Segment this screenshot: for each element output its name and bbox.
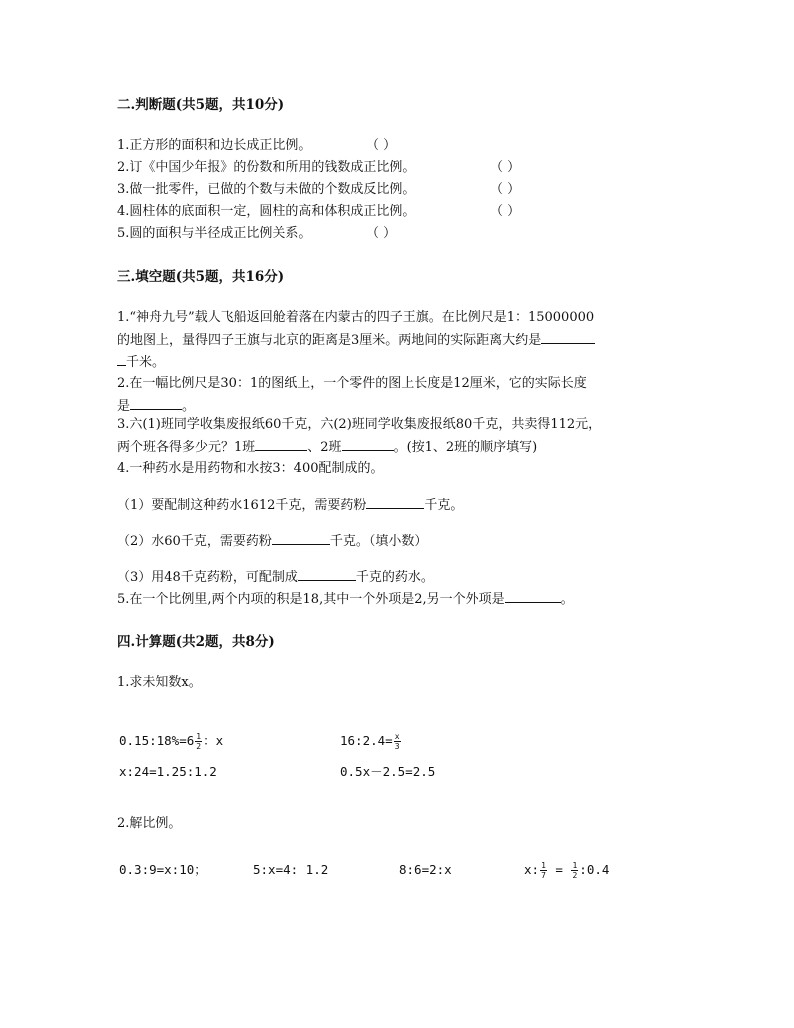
fraction-numerator: 1: [572, 861, 578, 870]
calc-q1-eq1-left: 0.15:18%=6: [119, 733, 195, 748]
fraction-denominator: 2: [196, 742, 202, 751]
fraction-denominator: 7: [541, 871, 546, 880]
fill-q1-line3-text: 千米。: [126, 355, 166, 370]
calc-q1-eq2-left: 16:2.4=: [340, 733, 393, 748]
calc-q2-label: 2.解比例。: [117, 816, 182, 831]
calc-q1-eq1-right: ：x: [203, 733, 224, 748]
fraction-denominator: 3: [394, 742, 400, 751]
fill-q4-sub1: [117, 496, 463, 515]
fill-q1-line2-text: 的地图上，量得四子王旗与北京的距离是3厘米。两地间的实际距离大约是: [117, 333, 542, 348]
fill-q5-suffix: 。: [560, 592, 574, 607]
fill-q2-blank[interactable]: [130, 397, 182, 410]
fill-q4-sub3-suffix: 千克的药水。: [355, 570, 434, 585]
fill-q4-sub1-suffix: 千克。: [424, 498, 464, 513]
fill-q1-blank[interactable]: [541, 331, 595, 344]
calc-q1-eq2: [340, 732, 402, 751]
calc-q1-eq4: 0.5x－2.5=2.5: [340, 764, 436, 779]
fraction-numerator: x: [394, 732, 400, 741]
judge-item-2: 2.订《中国少年报》的份数和所用的钱数成正比例。: [117, 160, 416, 175]
judge-item-4: 4.圆柱体的底面积一定，圆柱的高和体积成正比例。: [117, 204, 416, 219]
fraction-denominator: 2: [572, 871, 578, 880]
judge-item-3: 3.做一批零件，已做的个数与未做的个数成反比例。: [117, 182, 416, 197]
fill-q3-line2-a: 两个班各得多少元？1班: [117, 440, 256, 455]
fill-q4-sub2-text: （2）水60千克，需要药粉: [117, 534, 272, 549]
calc-q2-eq1: 0.3:9=x:10；: [119, 862, 207, 877]
section-4-title: 四.计算题(共2题，共8分): [117, 634, 275, 650]
fill-q4-sub3: [117, 568, 434, 587]
calc-q2-eq4-c: :0.4: [579, 862, 610, 877]
judge-paren-3[interactable]: （ ）: [490, 182, 521, 197]
section-3-title: 三.填空题(共5题，共16分): [117, 269, 285, 285]
fill-q2-line2: [117, 397, 195, 416]
calc-q2-eq4-fraction-2: [571, 861, 578, 880]
fill-q3-blank-class2[interactable]: [342, 438, 394, 451]
fill-q4-sub1-blank[interactable]: [366, 496, 424, 509]
fill-q1-line2: [117, 331, 595, 350]
fill-q1-line3: [117, 353, 165, 372]
fill-q5-blank[interactable]: [505, 590, 561, 603]
fill-q2-line1: 2.在一幅比例尺是30：1的图纸上，一个零件的图上长度是12厘米，它的实际长度: [117, 376, 587, 391]
section-2-title: 二.判断题(共5题，共10分): [117, 97, 285, 113]
fill-q4-stem: 4.一种药水是用药物和水按3：400配制成的。: [117, 461, 384, 476]
fill-q3-line2-b: 、2班: [307, 440, 342, 455]
fill-q4-sub2-suffix: 千克。（填小数）: [329, 534, 428, 549]
calc-q2-eq4-b: =: [547, 862, 571, 877]
fill-q1-blank-cont[interactable]: [117, 353, 126, 366]
fill-q4-sub1-text: （1）要配制这种药水1612千克，需要药粉: [117, 498, 367, 513]
fill-q4-sub2-blank[interactable]: [272, 532, 330, 545]
calc-q2-eq2: 5:x=4: 1.2: [253, 862, 329, 877]
fill-q2-line2-prefix: 是: [117, 399, 131, 414]
fill-q3-line2: [117, 438, 537, 457]
calc-q1-eq3: x:24=1.25:1.2: [119, 764, 217, 779]
fill-q5: [117, 590, 574, 609]
fill-q1-line1: 1.“神舟九号”载人飞船返回舱着落在内蒙古的四子王旗。在比例尺是1：15000000: [117, 310, 595, 325]
fill-q4-sub3-blank[interactable]: [298, 568, 356, 581]
fill-q3-line1: 3.六(1)班同学收集废报纸60千克，六(2)班同学收集废报纸80千克，共卖得112元，: [117, 417, 602, 432]
judge-paren-5[interactable]: （ ）: [366, 226, 397, 241]
fill-q4-sub3-text: （3）用48千克药粉，可配制成: [117, 570, 298, 585]
fill-q3-line2-c: 。(按1、2班的顺序填写): [393, 440, 538, 455]
calc-q2-eq4-a: x:: [524, 862, 540, 877]
calc-q1-eq1: [119, 732, 223, 751]
fill-q5-text: 5.在一个比例里,两个内项的积是18,其中一个外项是2,另一个外项是: [117, 592, 505, 607]
calc-q2-eq4: [524, 861, 609, 880]
judge-paren-4[interactable]: （ ）: [490, 204, 521, 219]
judge-paren-1[interactable]: （ ）: [366, 138, 397, 153]
judge-paren-2[interactable]: （ ）: [490, 160, 521, 175]
calc-q2-eq3: 8:6=2:x: [399, 862, 452, 877]
calc-q1-eq1-fraction: [195, 732, 202, 751]
judge-item-1-text: 1.正方形的面积和边长成正比例。: [117, 138, 312, 153]
fill-q3-blank-class1[interactable]: [255, 438, 307, 451]
calc-q1-label: 1.求未知数x。: [117, 675, 202, 690]
judge-item-5: 5.圆的面积与半径成正比例关系。: [117, 226, 312, 241]
fill-q2-line2-suffix: 。: [182, 399, 196, 414]
calc-q1-eq2-fraction: [394, 732, 401, 751]
fill-q4-sub2: [117, 532, 427, 551]
calc-q2-eq4-fraction-1: [540, 861, 547, 880]
fraction-numerator: 1: [541, 861, 546, 870]
judge-item-1: [117, 137, 311, 155]
fraction-numerator: 1: [196, 732, 202, 741]
